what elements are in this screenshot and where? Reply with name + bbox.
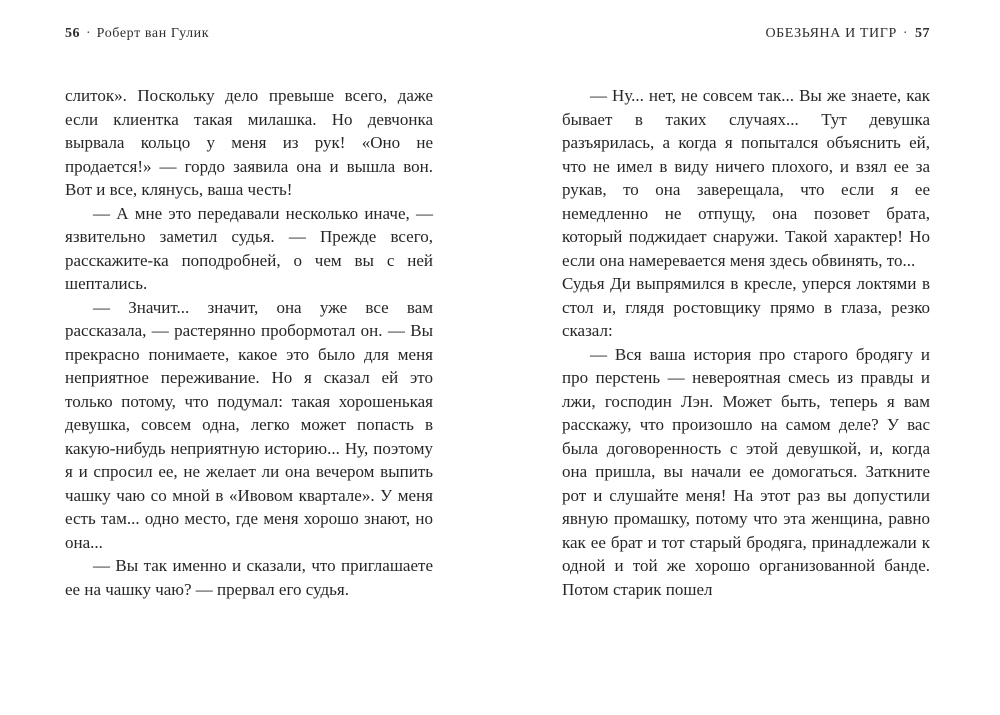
paragraph: — Вы так именно и сказали, что приглашаете ее на чашку чаю? — прервал его судья. (65, 556, 433, 599)
paragraph: — Ну... нет, не совсем так... Вы же знаете, как бывает в таких случаях... Тут девушка разъярилась, а когда я попытался объяснить ей, что не имел в виду ничего плохого, и взял ее за рукав, то она заверещала, что если я ее немедленно не отпущу, она позовет брата, который поджидает снаружи. Такой характер! Но если она намеревается меня здесь обвинять, то... (562, 86, 930, 270)
page-body-left (65, 84, 433, 601)
header-separator: · (902, 26, 909, 41)
page-body-right (562, 84, 930, 601)
running-title-book: ОБЕЗЬЯНА И ТИГР (765, 26, 897, 41)
page-number-left: 56 (65, 26, 80, 41)
page-header-left (65, 26, 433, 46)
page-header-right (562, 26, 930, 46)
header-separator: · (86, 26, 91, 41)
paragraph: — Значит... значит, она уже все вам рассказала, — растерянно пробормотал он. — Вы прекрасно понимаете, какое это было для меня неприятное переживание. Но я сказал ей это только потому, что подумал: такая хорошенькая девушка, совсем одна, легко может попасть в какую-нибудь неприятную историю... Ну, поэтому я и спросил ее, не желает ли она вечером выпить чашку чаю со мной в «Ивовом квартале». У меня есть там... одно место, где меня хорошо знают, но она... (65, 297, 433, 552)
paragraph: Судья Ди выпрямился в кресле, уперся локтями в стол и, глядя ростовщику прямо в глаза, резко сказал: (562, 274, 930, 340)
page-number-right: 57 (915, 26, 930, 41)
running-title-author: Роберт ван Гулик (96, 26, 210, 41)
page-right (562, 26, 930, 715)
paragraph: — Вся ваша история про старого бродягу и про перстень — невероятная смесь из правды и лжи, господин Лэн. Может быть, теперь я вам расскажу, что произошло на самом деле? У вас была договоренность с этой девушкой, и, когда она пришла, вы начали ее домогаться. Заткните рот и слушайте меня! На этот раз вы допустили явную промашку, потому что эта женщина, равно как ее брат и тот старый бродяга, принадлежали к одной и той же хорошо организованной банде. Потом старик пошел (562, 344, 930, 599)
paragraph: — А мне это передавали несколько иначе, — язвительно заметил судья. — Прежде всего, расскажите-ка поподробней, о чем вы с ней шептались. (65, 203, 433, 293)
paragraph: слиток». Поскольку дело превыше всего, даже если клиентка такая милашка. Но девчонка вырвала кольцо у меня из рук! «Оно не продается!» — гордо заявила она и вышла вон. Вот и все, клянусь, ваша честь! (65, 86, 433, 199)
page-left (65, 26, 433, 715)
